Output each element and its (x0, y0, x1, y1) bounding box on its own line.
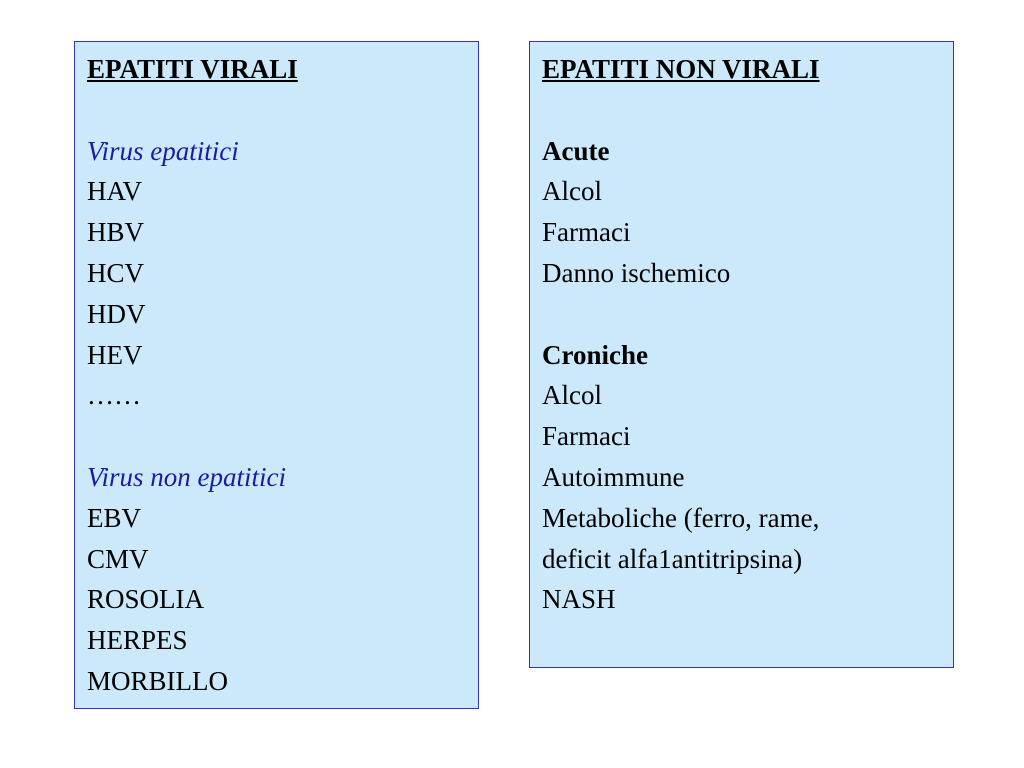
list-item: Danno ischemico (542, 257, 731, 288)
chronic-title: Croniche (542, 339, 648, 370)
list-item: Autoimmune (542, 461, 685, 492)
acute-title: Acute (542, 135, 610, 166)
list-item: HERPES (87, 625, 188, 656)
list-item: MORBILLO (87, 665, 228, 696)
spacer (542, 294, 953, 335)
spacer (542, 90, 953, 131)
viral-hepatitis-box (74, 41, 479, 709)
list-item: Metaboliche (ferro, rame, (542, 502, 820, 533)
list-item: HEV (87, 339, 143, 370)
list-item: HBV (87, 217, 145, 248)
non-viral-hepatitis-heading: EPATITI NON VIRALI (542, 54, 820, 84)
viral-hepatitis-heading: EPATITI VIRALI (87, 54, 298, 84)
hepatotropic-virus-title: Virus epatitici (87, 135, 239, 166)
list-item: HDV (87, 298, 146, 329)
list-item: EBV (87, 502, 141, 533)
spacer (87, 90, 478, 131)
non-viral-hepatitis-box (529, 41, 954, 668)
list-item-ellipsis: …… (87, 380, 141, 411)
spacer (87, 416, 478, 457)
list-item: CMV (87, 543, 149, 574)
list-item: HCV (87, 257, 145, 288)
list-item: Alcol (542, 176, 602, 207)
list-item: deficit alfa1antitripsina) (542, 543, 803, 574)
list-item: Farmaci (542, 217, 631, 248)
list-item: ROSOLIA (87, 584, 205, 615)
list-item: Farmaci (542, 421, 631, 452)
list-item: HAV (87, 176, 143, 207)
list-item: NASH (542, 584, 616, 615)
list-item: Alcol (542, 380, 602, 411)
non-hepatotropic-virus-title: Virus non epatitici (87, 461, 286, 492)
